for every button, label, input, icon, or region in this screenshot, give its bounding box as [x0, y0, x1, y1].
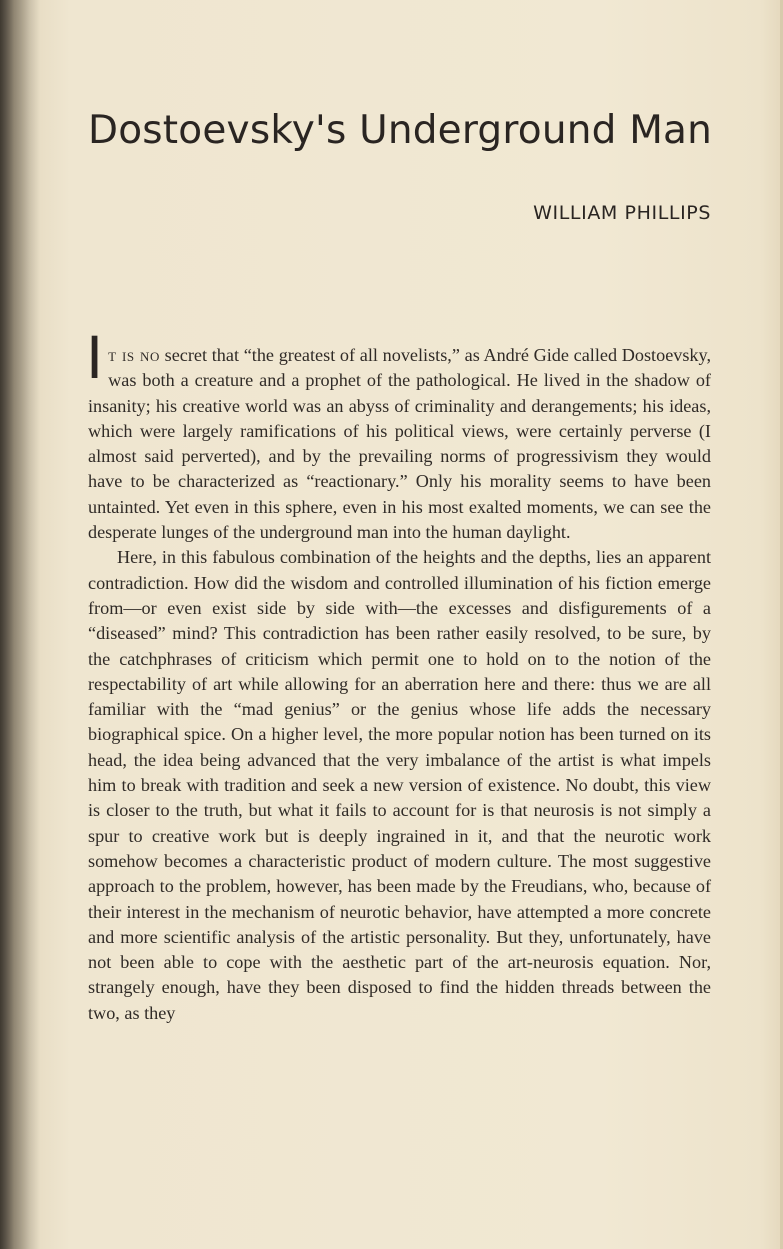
paragraph-2: Here, in this fabulous combination of the heights and the depths, lies an apparent contradiction. How did the wisdom and controlled illumination of his fiction emerge from—or even exist side by side with—the excesses and disfigurements of a “diseased” mind? This contradiction has been rather easily resolved, to be sure, by the catchphrases of criticism which permit one to hold on to the notion of the respectability of art while allowing for an aberration here and there: thus we are all familiar with the “mad genius” or the genius whose life adds the necessary biographical spice. On a higher level, the more popular notion has been turned on its head, the idea being advanced that the very imbalance of the artist is what impels him to break with tradition and seek a new version of existence. No doubt, this view is closer to the truth, but what it fails to account for is that neurosis is not simply a spur to creative work but is deeply ingrained in it, and that the neurotic work somehow becomes a characteristic product of modern culture. The most suggestive approach to the problem, however, has been made by the Freudians, who, because of their interest in the mechanism of neurotic behavior, have attempted a more concrete and more scientific analysis of the artistic personality. But they, unfortunately, have not been able to cope with the aesthetic part of the art-neurosis equation. Nor, strangely enough, have they been disposed to find the hidden threads between the two, as they	[88, 547, 711, 1023]
paragraph-1-text: secret that “the greatest of all novelists,” as André Gide called Dostoevsky, was both a creature and a prophet of the pathological. He lived in the shadow of insanity; his creative world was an abyss of criminality and derangements; his ideas, which were largely ramifications of his political views, were certainly perverse (I almost said perverted), and by the prevailing norms of progressivism they would have to be characterized as “reactionary.” Only his morality seems to have been untainted. Yet even in this sphere, even in his most exalted moments, we can see the desperate lunges of the underground man into the human daylight.	[88, 345, 711, 543]
lead-in: t is no	[108, 345, 160, 365]
article-body	[86, 324, 711, 1026]
article-author: WILLIAM PHILLIPS	[533, 202, 711, 224]
drop-cap: I	[86, 324, 104, 392]
paragraph-1	[86, 324, 711, 545]
article-title: Dostoevsky's Underground Man	[88, 108, 713, 153]
binding-shadow	[0, 0, 40, 1249]
